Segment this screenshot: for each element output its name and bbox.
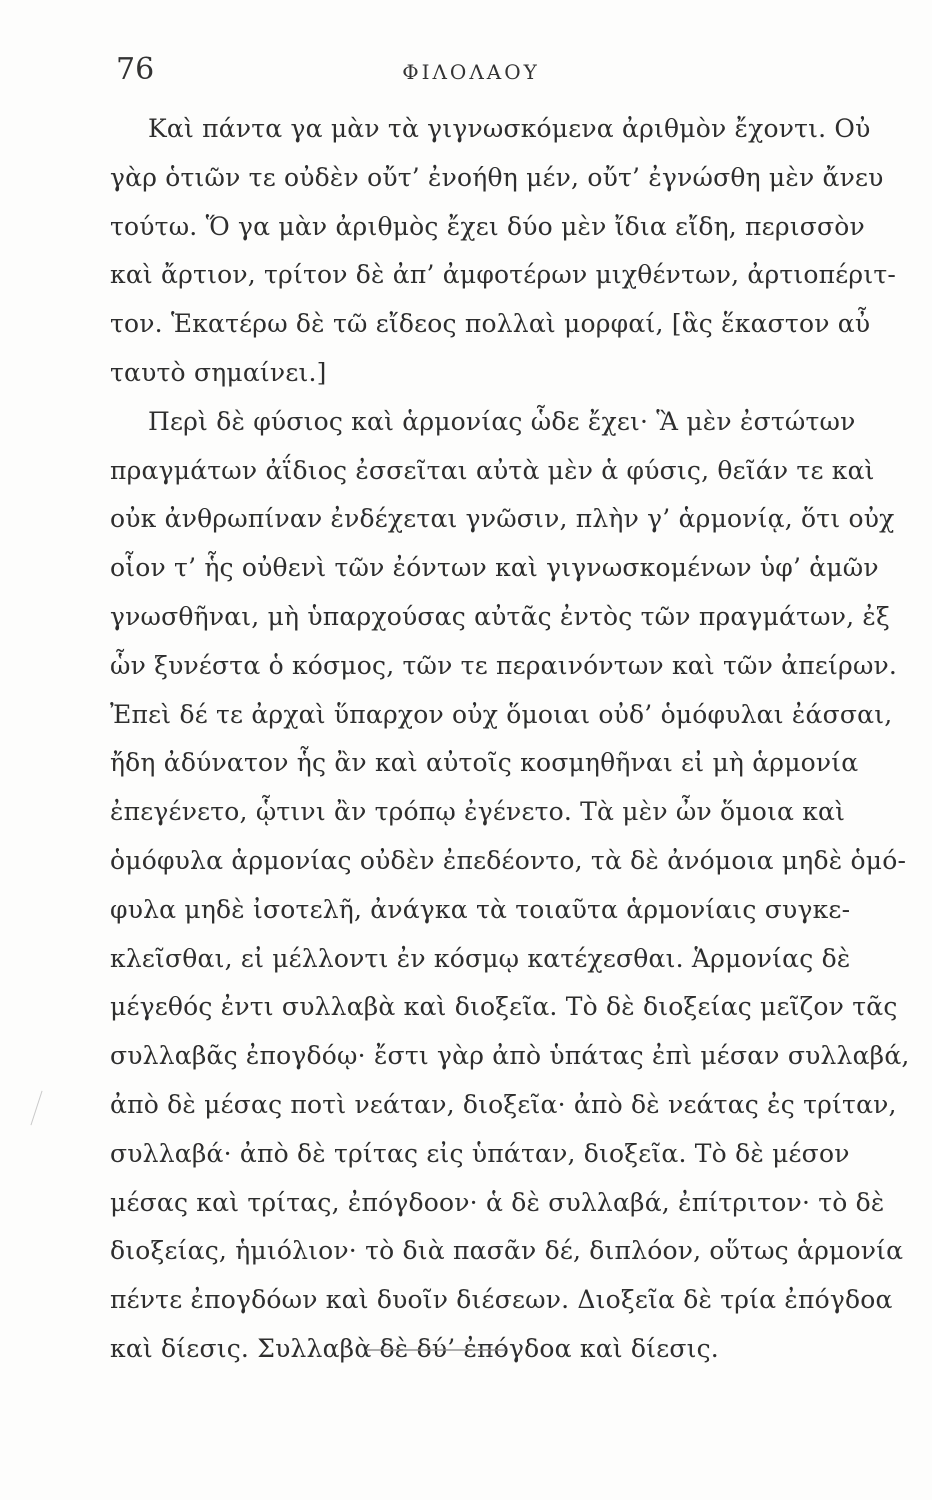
text-line: ὧν ξυνέστα ὁ κόσμος, τῶν τε περαινόντων καὶ τῶν ἀπείρων.: [110, 650, 898, 680]
text-line: ἀπὸ δὲ μέσας ποτὶ νεάταν, διοξεῖα· ἀπὸ δὲ νεάτας ἐς τρίταν,: [110, 1089, 897, 1119]
text-line: πραγμάτων ἀΐδιος ἐσσεῖται αὐτὰ μὲν ἁ φύσις, θεῖάν τε καὶ: [110, 455, 875, 485]
text-line: καὶ ἄρτιον, τρίτον δὲ ἀπ’ ἀμφοτέρων μιχθέντων, ἀρτιοπέριτ-: [110, 260, 897, 290]
text-line: καὶ δίεσις. Συλλαβὰ δὲ δύ’ ἐπόγδοα καὶ δίεσις.: [110, 1333, 719, 1363]
text-line: ἐπεγένετο, ᾧτινι ἂν τρόπῳ ἐγένετο. Τὰ μὲν ὦν ὅμοια καὶ: [110, 797, 846, 827]
text-line: Περὶ δὲ φύσιος καὶ ἁρμονίας ὧδε ἔχει· Ἃ μὲν ἐστώτων: [148, 406, 856, 436]
text-line: συλλαβά· ἀπὸ δὲ τρίτας εἰς ὑπάταν, διοξεῖα. Τὸ δὲ μέσον: [110, 1138, 850, 1168]
text-line: τον. Ἑκατέρω δὲ τῶ εἴδεος πολλαὶ μορφαί, [ἃς ἕκαστον αὖ: [110, 309, 871, 339]
text-line: οἷον τ’ ἧς οὐθενὶ τῶν ἐόντων καὶ γιγνωσκομένων ὑφ’ ἁμῶν: [110, 553, 879, 583]
text-line: μέγεθός ἐντι συλλαβὰ καὶ διοξεῖα. Τὸ δὲ διοξείας μεῖζον τᾶς: [110, 992, 898, 1022]
text-line: οὐκ ἀνθρωπίναν ἐνδέχεται γνῶσιν, πλὴν γ’ ἁρμονίᾳ, ὅτι οὐχ: [110, 504, 895, 534]
text-line: Ἐπεὶ δέ τε ἀρχαὶ ὕπαρχον οὐχ ὅμοιαι οὐδ’ ὁμόφυλαι ἐάσσαι,: [110, 699, 893, 729]
text-line: Καὶ πάντα γα μὰν τὰ γιγνωσκόμενα ἀριθμὸν ἔχοντι. Οὐ: [148, 114, 871, 143]
running-head: ΦΙΛΟΛΑΟΥ: [402, 60, 540, 84]
page-number: 76: [116, 52, 155, 87]
text-line: μέσας καὶ τρίτας, ἐπόγδοον· ἁ δὲ συλλαβά, ἐπίτριτον· τὸ δὲ: [110, 1187, 885, 1217]
body-text: [110, 112, 910, 1381]
text-line: ταυτὸ σημαίνει.]: [110, 357, 327, 387]
text-line: πέντε ἐπογδόων καὶ δυοῖν διέσεων. Διοξεῖα δὲ τρία ἐπόγδοα: [110, 1285, 893, 1315]
text-line: γνωσθῆναι, μὴ ὑπαρχούσας αὐτᾶς ἐντὸς τῶν πραγμάτων, ἐξ: [110, 601, 890, 631]
text-line: ὁμόφυλα ἁρμονίας οὐδὲν ἐπεδέοντο, τὰ δὲ ἀνόμοια μηδὲ ὁμό-: [110, 845, 907, 875]
text-line: κλεῖσθαι, εἰ μέλλοντι ἐν κόσμῳ κατέχεσθαι. Ἁρμονίας δὲ: [110, 943, 851, 973]
text-line: ἤδη ἀδύνατον ἧς ἂν καὶ αὐτοῖς κοσμηθῆναι εἰ μὴ ἁρμονία: [110, 748, 859, 778]
text-line: γὰρ ὁτιῶν τε οὐδὲν οὔτ’ ἐνοήθη μέν, οὔτ’ ἐγνώσθη μὲν ἄνευ: [110, 162, 884, 192]
text-line: φυλα μηδὲ ἰσοτελῆ, ἀνάγκα τὰ τοιαῦτα ἁρμονίαις συγκε-: [110, 894, 851, 924]
paper-mark: [30, 1091, 42, 1126]
section-divider-rule: [366, 1349, 506, 1351]
text-line: τούτω. Ὅ γα μὰν ἀριθμὸς ἔχει δύο μὲν ἴδια εἴδη, περισσὸν: [110, 211, 865, 241]
text-line: διοξείας, ἡμιόλιον· τὸ διὰ πασᾶν δέ, διπλόον, οὕτως ἁρμονία: [110, 1236, 904, 1266]
text-line: συλλαβᾶς ἐπογδόῳ· ἔστι γὰρ ἀπὸ ὑπάτας ἐπὶ μέσαν συλλαβά,: [110, 1041, 910, 1071]
page-header: [110, 52, 832, 92]
